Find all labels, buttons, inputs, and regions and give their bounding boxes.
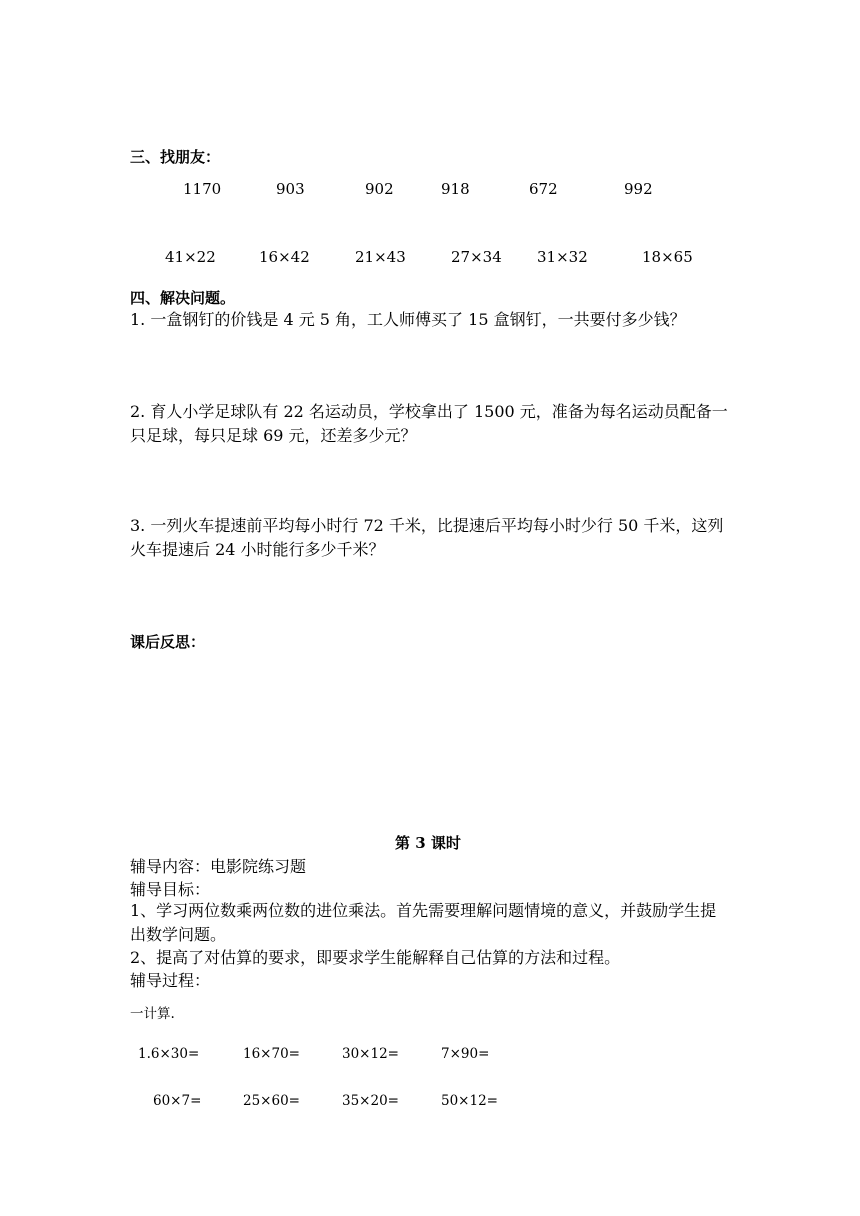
friend-expression: 16×42 [259,248,310,266]
calc-item: 16×70= [243,1046,300,1062]
friend-number: 903 [276,180,305,198]
tutoring-goal-2: 2、提高了对估算的要求，即要求学生能解释自己估算的方法和过程。 [130,948,621,967]
friend-expression: 21×43 [355,248,406,266]
friend-number: 1170 [183,180,222,198]
problem-3: 3. 一列火车提速前平均每小时行 72 千米，比提速后平均每小时少行 50 千米，这列火车提速后 24 小时能行多少千米？ [130,516,724,559]
section4-heading: 四、解决问题。 [130,289,236,307]
section3-heading: 三、找朋友： [130,148,221,166]
calc-item: 30×12= [342,1046,399,1062]
friend-expression: 27×34 [451,248,502,266]
tutoring-goal-1: 1、学习两位数乘两位数的进位乘法。首先需要理解问题情境的意义，并鼓励学生提出数学问题。 [130,901,717,944]
reflection-label: 课后反思： [130,633,206,651]
calc-item: 50×12= [441,1093,498,1109]
calc-item: 60×7= [153,1093,202,1109]
tutoring-process-label: 辅导过程： [130,971,211,990]
friend-number: 992 [624,180,653,198]
friend-number: 672 [529,180,558,198]
friend-expression: 41×22 [165,248,216,266]
problem-1: 1. 一盒钢钉的价钱是 4 元 5 角，工人师傅买了 15 盒钢钉，一共要付多少钱？ [130,310,686,329]
calc-item: 7×90= [441,1046,490,1062]
lesson-title: 第 3 课时 [395,834,461,852]
calc-heading: 一计算. [130,1006,175,1022]
friend-number: 902 [365,180,394,198]
problem-2: 2. 育人小学足球队有 22 名运动员，学校拿出了 1500 元，准备为每名运动员配备一只足球，每只足球 69 元，还差多少元？ [130,402,728,445]
calc-item: 1.6×30= [138,1046,200,1062]
friend-expression: 18×65 [642,248,693,266]
calc-item: 35×20= [342,1093,399,1109]
tutoring-content: 辅导内容：电影院练习题 [130,857,307,876]
calc-item: 25×60= [243,1093,300,1109]
tutoring-goal-label: 辅导目标： [130,880,211,899]
friend-expression: 31×32 [537,248,588,266]
friend-number: 918 [441,180,470,198]
